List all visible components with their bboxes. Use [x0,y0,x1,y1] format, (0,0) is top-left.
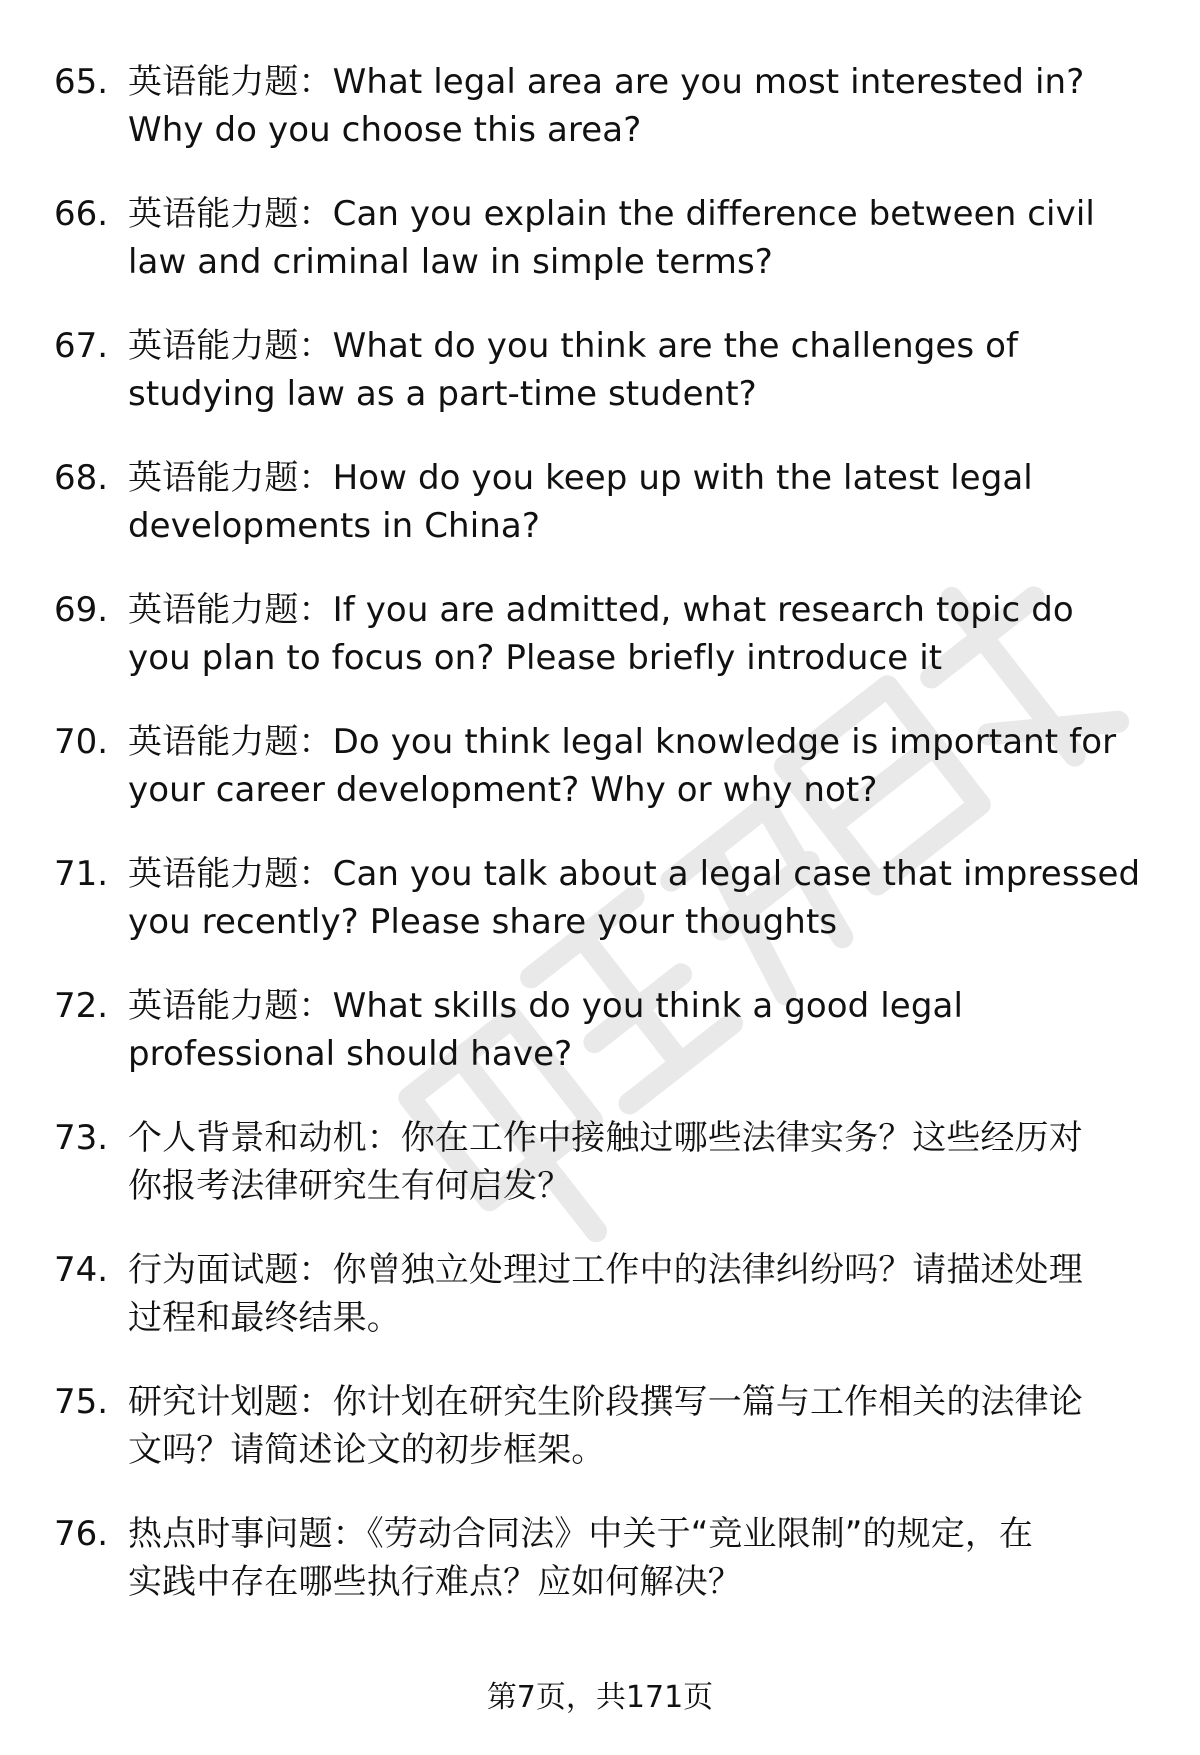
question-text-line: 个人背景和动机：你在工作中接触过哪些法律实务？这些经历对 [128,1118,1083,1158]
question-number: 66. [54,194,109,234]
question-text [128,586,1158,682]
question-text-line: 研究计划题：你计划在研究生阶段撰写一篇与工作相关的法律论 [128,1382,1083,1422]
question-number: 67. [54,326,109,366]
question-number: 69. [54,590,109,630]
question-item [0,190,1200,322]
question-item [0,1246,1200,1378]
question-text-line: 英语能力题：Can you explain the difference between civil [128,194,1095,234]
question-number: 65. [54,62,109,102]
question-number: 74. [54,1250,109,1290]
question-text [128,850,1158,946]
question-number: 71. [54,854,109,894]
page-number-label: 第7页，共171页 [486,1680,714,1715]
question-text-line: 实践中存在哪些执行难点？应如何解决？ [128,1562,742,1602]
question-text-line: your career development? Why or why not? [128,770,878,810]
question-item [0,454,1200,586]
question-item [0,58,1200,190]
question-text-line: studying law as a part-time student? [128,374,757,414]
question-text [128,1378,1158,1474]
question-text-line: you plan to focus on? Please briefly introduce it [128,638,943,678]
question-text-line: 你报考法律研究生有何启发？ [128,1166,572,1206]
question-text-line: you recently? Please share your thoughts [128,902,838,942]
question-text [128,322,1158,418]
question-item [0,850,1200,982]
question-number: 75. [54,1382,109,1422]
question-item [0,322,1200,454]
question-text-line: 英语能力题：If you are admitted, what research topic do [128,590,1074,630]
question-text-line: 行为面试题：你曾独立处理过工作中的法律纠纷吗？请描述处理 [128,1250,1083,1290]
question-text [128,190,1158,286]
question-text-line: 英语能力题：What legal area are you most interested in? [128,62,1085,102]
question-text-line: 英语能力题：How do you keep up with the latest legal [128,458,1033,498]
question-list [0,58,1200,1642]
question-number: 72. [54,986,109,1026]
question-text-line: 英语能力题：Do you think legal knowledge is important for [128,722,1117,762]
question-number: 68. [54,458,109,498]
question-text-line: Why do you choose this area? [128,110,642,150]
page-footer [0,1676,1200,1720]
question-text [128,1246,1158,1342]
question-text-line: law and criminal law in simple terms? [128,242,773,282]
question-text-line: 英语能力题：What skills do you think a good legal [128,986,963,1026]
question-text-line: 过程和最终结果。 [128,1298,401,1338]
question-text [128,1510,1158,1606]
question-text-line: developments in China? [128,506,540,546]
question-text-line: 英语能力题：Can you talk about a legal case that impressed [128,854,1141,894]
question-text [128,454,1158,550]
question-text-line: 文吗？请简述论文的初步框架。 [128,1430,606,1470]
question-number: 70. [54,722,109,762]
question-item [0,1378,1200,1510]
question-number: 76. [54,1514,109,1554]
question-item [0,586,1200,718]
question-text [128,58,1158,154]
question-text-line: professional should have? [128,1034,573,1074]
question-item [0,982,1200,1114]
question-item [0,1114,1200,1246]
question-text-line: 热点时事问题：《劳动合同法》中关于“竞业限制”的规定，在 [128,1514,1034,1554]
question-text [128,718,1158,814]
question-text-line: 英语能力题：What do you think are the challenges of [128,326,1019,366]
question-item [0,1510,1200,1642]
question-text [128,1114,1158,1210]
question-number: 73. [54,1118,109,1158]
question-text [128,982,1158,1078]
question-item [0,718,1200,850]
